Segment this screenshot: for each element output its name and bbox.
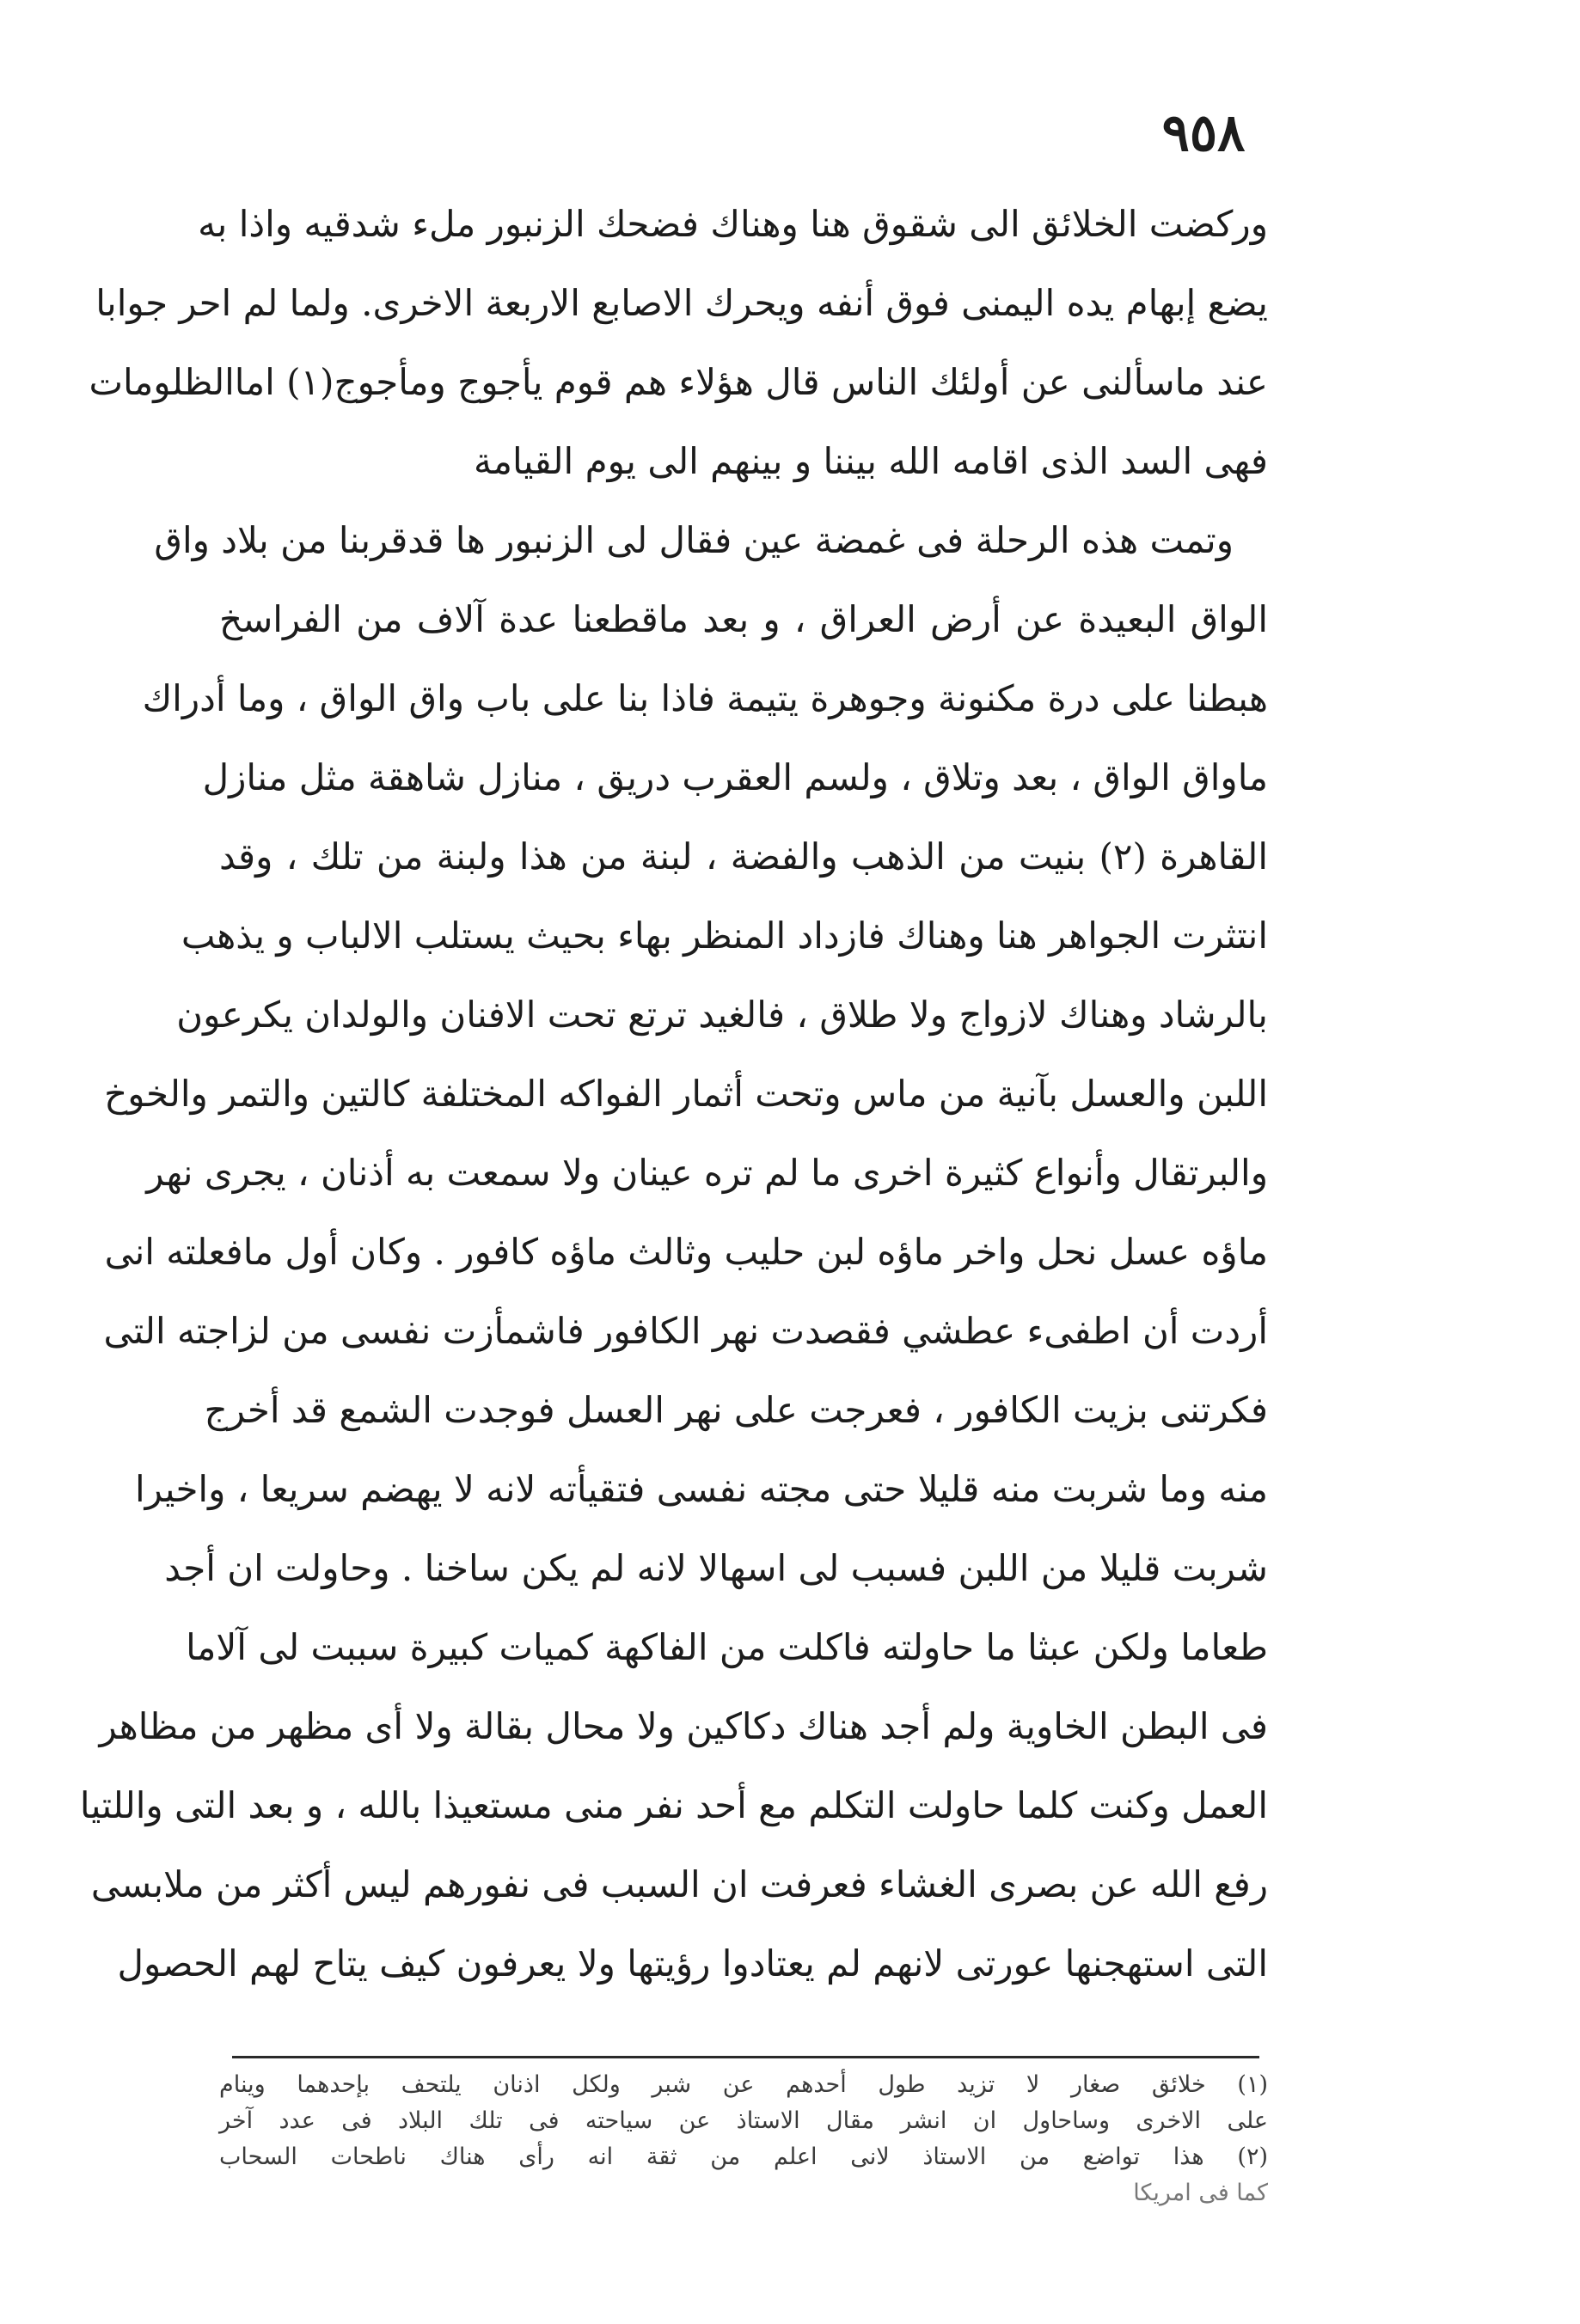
text-line: هبطنا على درة مكنونة وجوهرة يتيمة فاذا بنا على باب واق الواق ، وما أدراك xyxy=(142,677,1268,719)
footnote-line: على الاخرى وساحاول ان انشر مقال الاستاذ عن سياحته فى تلك البلاد فى عدد آخر xyxy=(219,2107,1268,2134)
text-line: والبرتقال وأنواع كثيرة اخرى ما لم تره عينان ولا سمعت به أذنان ، يجرى نهر xyxy=(146,1152,1268,1194)
text-line: القاهرة (٢) بنيت من الذهب والفضة ، لبنة من هذا ولبنة من تلك ، وقد xyxy=(219,835,1268,878)
text-line: التى استهجنها عورتى لانهم لم يعتادوا رؤيتها ولا يعرفون كيف يتاح لهم الحصول xyxy=(117,1942,1268,1985)
text-line: شربت قليلا من اللبن فسبب لى اسهالا لانه لم يكن ساخنا . وحاولت ان أجد xyxy=(164,1547,1268,1589)
text-line: انتثرت الجواهر هنا وهناك فازداد المنظر بهاء بحيث يستلب الالباب و يذهب xyxy=(181,914,1268,957)
text-line: بالرشاد وهناك لازواج ولا طلاق ، فالغيد ترتع تحت الافنان والولدان يكرعون xyxy=(176,994,1268,1036)
text-line: فكرتنى بزيت الكافور ، فعرجت على نهر العسل فوجدت الشمع قد أخرج xyxy=(204,1389,1268,1431)
footnotes xyxy=(219,2067,1268,2211)
text-line: وتمت هذه الرحلة فى غمضة عين فقال لى الزنبور ها قدقربنا من بلاد واق xyxy=(154,519,1234,561)
text-line: طعاما ولكن عبثا ما حاولته فاكلت من الفاكهة كميات كبيرة سببت لى آلاما xyxy=(186,1626,1268,1668)
text-line: فى البطن الخاوية ولم أجد هناك دكاكين ولا محال بقالة ولا أى مظهر من مظاهر xyxy=(99,1705,1268,1747)
body-text xyxy=(79,185,1268,2003)
footnote-divider xyxy=(232,2056,1259,2058)
text-line: يضع إبهام يده اليمنى فوق أنفه ويحرك الاصابع الاربعة الاخرى. ولما لم احر جوابا xyxy=(95,282,1268,324)
text-line: ماؤه عسل نحل واخر ماؤه لبن حليب وثالث ماؤه كافور . وكان أول مافعلته انى xyxy=(104,1231,1268,1273)
text-line: أردت أن اطفىء عطشي فقصدت نهر الكافور فاشمأزت نفسى من لزاجته التى xyxy=(103,1310,1268,1352)
paragraph-1 xyxy=(89,185,1268,501)
footnote-line: (١) خلائق صغار لا تزيد طول أحدهم عن شبر ولكل اذنان يلتحف بإحدهما وينام xyxy=(219,2071,1268,2098)
text-line: فهى السد الذى اقامه الله بيننا و بينهم الى يوم القيامة xyxy=(474,440,1268,482)
text-line: العمل وكنت كلما حاولت التكلم مع أحد نفر منى مستعيذا بالله ، و بعد التى واللتيا xyxy=(79,1784,1268,1826)
text-line: اللبن والعسل بآنية من ماس وتحت أثمار الفواكه المختلفة كالتين والتمر والخوخ xyxy=(104,1073,1268,1115)
text-line: وركضت الخلائق الى شقوق هنا وهناك فضحك الزنبور ملء شدقيه واذا به xyxy=(198,203,1268,245)
text-line: الواق البعيدة عن أرض العراق ، و بعد ماقطعنا عدة آلاف من الفراسخ xyxy=(219,598,1268,640)
text-line: عند ماسألنى عن أولئك الناس قال هؤلاء هم قوم يأجوج ومأجوج(١) اماالظلومات xyxy=(89,361,1268,403)
footnote-line: (٢) هذا تواضع من الاستاذ لانى اعلم من ثقة انه رأى هناك ناطحات السحاب xyxy=(219,2144,1268,2170)
text-line: ماواق الواق ، بعد وتلاق ، ولسم العقرب دريق ، منازل شاهقة مثل منازل xyxy=(202,756,1268,798)
page-number: ٩٥٨ xyxy=(1161,103,1246,163)
footnote-line: كما فى امريكا xyxy=(1133,2180,1268,2206)
text-line: منه وما شربت منه قليلا حتى مجته نفسى فتقيأته لانه لا يهضم سريعا ، واخيرا xyxy=(134,1468,1268,1510)
text-line: رفع الله عن بصرى الغشاء فعرفت ان السبب فى نفورهم ليس أكثر من ملابسى xyxy=(90,1863,1268,1905)
paragraph-2 xyxy=(79,501,1268,2003)
